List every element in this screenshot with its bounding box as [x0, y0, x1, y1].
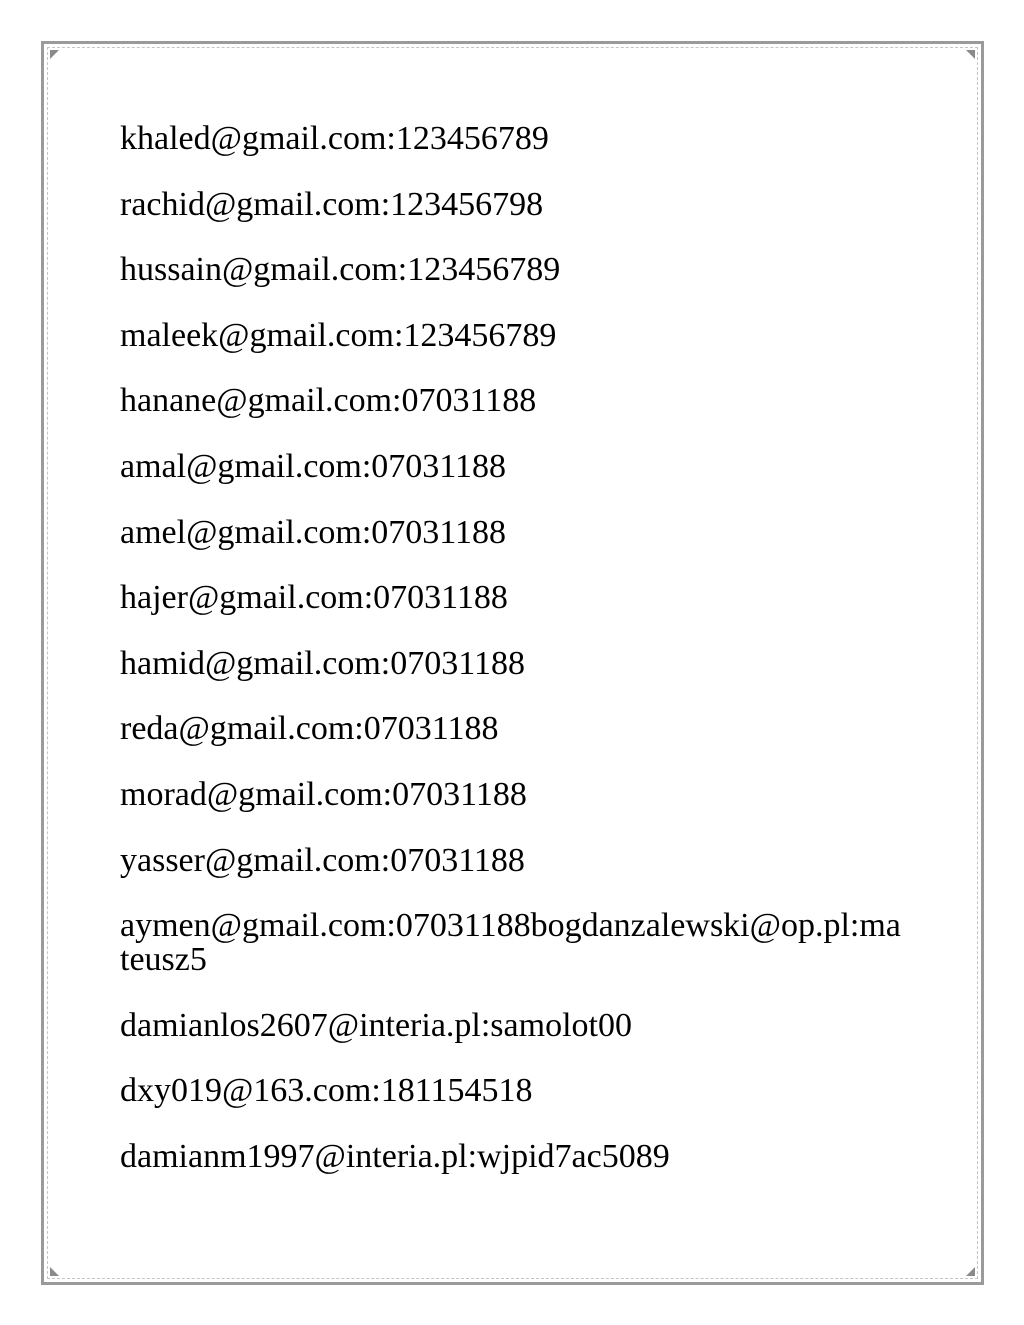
text-line: morad@gmail.com:07031188: [120, 775, 527, 813]
text-line: hanane@gmail.com:07031188: [120, 382, 537, 420]
text-line: amel@gmail.com:07031188: [120, 513, 507, 551]
text-line: khaled@gmail.com:123456789: [120, 120, 549, 157]
text-line: dxy019@163.com:181154518: [120, 1072, 533, 1110]
text-line: hajer@gmail.com:07031188: [120, 579, 508, 617]
text-line: reda@gmail.com:07031188: [120, 710, 499, 748]
text-line: maleek@gmail.com:123456789: [120, 316, 557, 354]
document-body: [120, 122, 910, 1206]
corner-ornament-bottom-left: [50, 1267, 59, 1276]
text-line: yasser@gmail.com:07031188: [120, 841, 525, 879]
text-line: hussain@gmail.com:123456789: [120, 251, 561, 289]
corner-ornament-bottom-right: [966, 1267, 975, 1276]
text-line: damianm1997@interia.pl:wjpid7ac5089: [120, 1137, 670, 1175]
text-line: damianlos2607@interia.pl:samolot00: [120, 1006, 632, 1044]
text-line: hamid@gmail.com:07031188: [120, 644, 525, 682]
text-line: rachid@gmail.com:123456798: [120, 185, 544, 223]
text-line: amal@gmail.com:07031188: [120, 447, 507, 485]
corner-ornament-top-left: [50, 50, 59, 59]
corner-ornament-top-right: [966, 50, 975, 59]
text-line: aymen@gmail.com:07031188bogdanzalewski@op.pl:mateusz5: [120, 907, 901, 979]
